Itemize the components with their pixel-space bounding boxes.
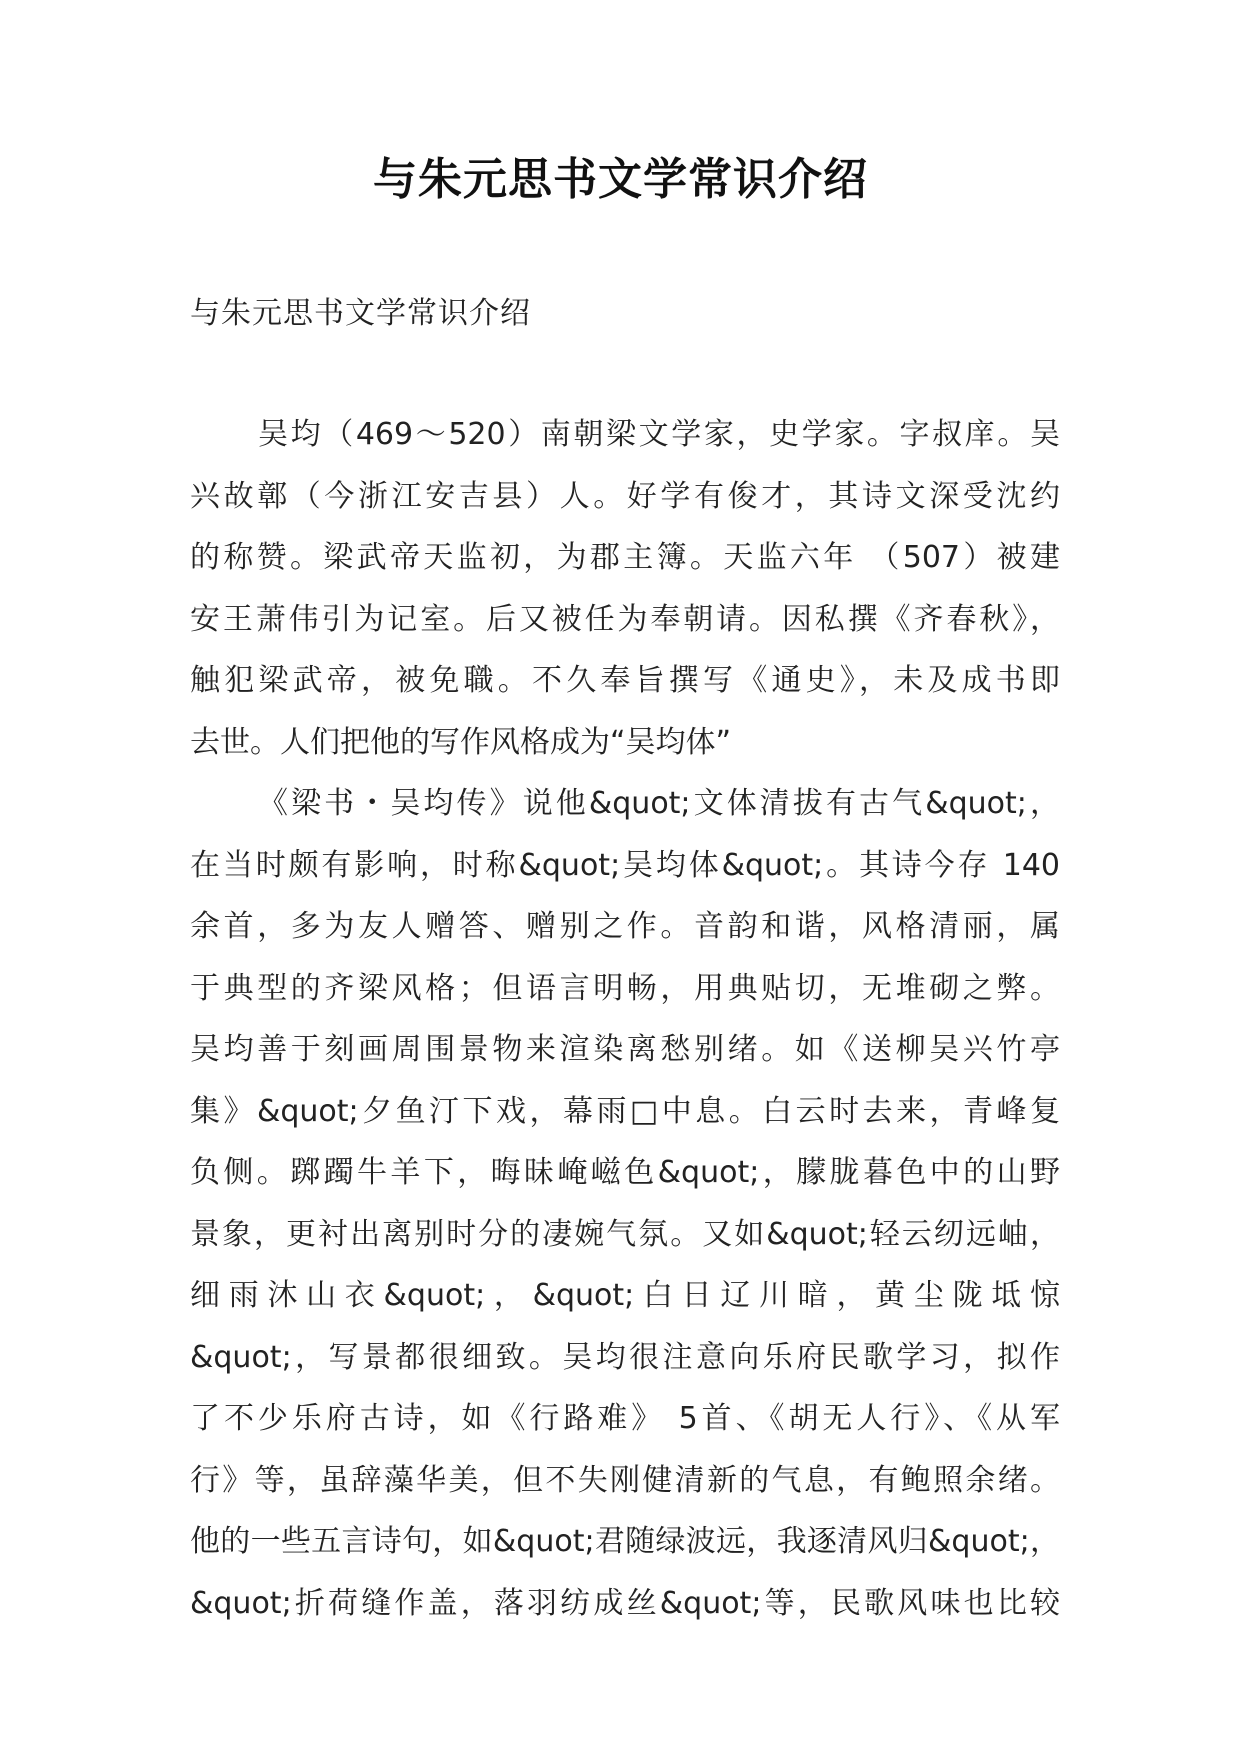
body-line: 触犯梁武帝，被免職。不久奉旨撰写《通史》，未及成书即 bbox=[190, 663, 1060, 698]
body-line: 《梁书・吴均传》说他&quot;文体清拔有古气&quot;， bbox=[258, 786, 1060, 821]
body-line: &quot;折荷缝作盖，落羽纺成丝&quot;等，民歌风味也比较 bbox=[190, 1585, 1060, 1621]
body-line: 景象，更衬出离别时分的凄婉气氛。又如&quot;轻云纫远岫， bbox=[190, 1216, 1060, 1252]
body-line: 于典型的齐梁风格；但语言明畅，用典贴切，无堆砌之弊。 bbox=[190, 970, 1060, 1006]
body-line: 在当时颇有影响，时称&quot;吴均体&quot;。其诗今存 140 bbox=[190, 847, 1060, 883]
body-line: 兴故鄣（今浙江安吉县）人。好学有俊才，其诗文深受沈约 bbox=[190, 478, 1060, 514]
body-line: 负侧。踯躅牛羊下，晦昧崦嵫色&quot;，朦胧暮色中的山野 bbox=[190, 1155, 1060, 1190]
body-line: 了不少乐府古诗，如《行路难》 5首、《胡无人行》、《从军 bbox=[190, 1401, 1060, 1436]
document-title: 与朱元思书文学常识介绍 bbox=[373, 154, 868, 205]
body-line: 细雨沐山衣&quot;，&quot;白日辽川暗，黄尘陇坻惊 bbox=[190, 1278, 1060, 1313]
body-line: 的称赞。梁武帝天监初，为郡主簿。天监六年 （507）被建 bbox=[190, 540, 1060, 575]
body-line: 他的一些五言诗句，如&quot;君随绿波远，我逐清风归&quot;， bbox=[190, 1524, 1060, 1559]
document-subtitle: 与朱元思书文学常识介绍 bbox=[190, 296, 531, 331]
body-text bbox=[190, 404, 1060, 1634]
body-line: 行》等，虽辞藻华美，但不失刚健清新的气息，有鲍照余绪。 bbox=[190, 1462, 1060, 1498]
body-line: 安王萧伟引为记室。后又被任为奉朝请。因私撰《齐春秋》， bbox=[190, 601, 1060, 637]
body-line: 吴均善于刻画周围景物来渲染离愁别绪。如《送柳吴兴竹亭 bbox=[190, 1032, 1060, 1067]
body-line: 去世。人们把他的写作风格成为“吴均体” bbox=[190, 724, 732, 760]
body-line: &quot;，写景都很细致。吴均很注意向乐府民歌学习，拟作 bbox=[190, 1339, 1060, 1375]
body-line: 余首，多为友人赠答、赠别之作。音韵和谐，风格清丽，属 bbox=[190, 909, 1060, 944]
body-line: 集》&quot;夕鱼汀下戏，幕雨□中息。白云时去来，青峰复 bbox=[190, 1093, 1060, 1129]
body-line: 吴均（469～520）南朝梁文学家，史学家。字叔庠。吴 bbox=[258, 417, 1060, 452]
